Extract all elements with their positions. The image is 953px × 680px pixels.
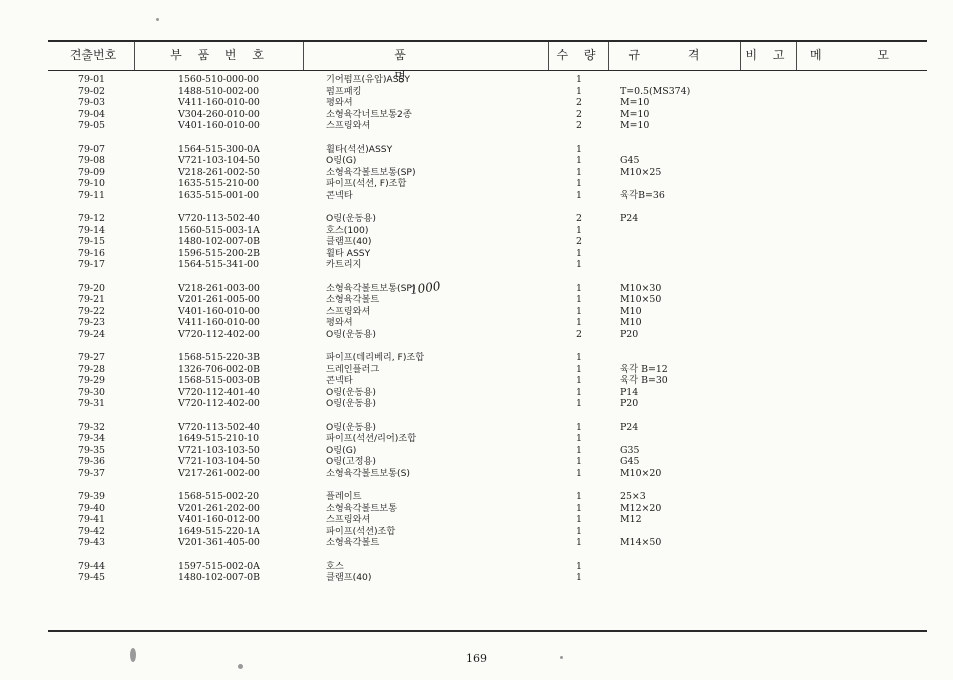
- table-row: [0, 317, 953, 329]
- cell-no: 79-35: [78, 444, 106, 456]
- cell-part: V721-103-104-50: [178, 456, 260, 467]
- cell-part: V720-112-402-00: [178, 328, 260, 340]
- table-row: [0, 375, 953, 387]
- cell-qty: 1: [576, 537, 582, 548]
- cell-name: 스프링와셔: [326, 305, 371, 317]
- cell-qty: 1: [576, 352, 582, 363]
- cell-no: 79-27: [78, 352, 106, 363]
- row-group: [0, 561, 953, 584]
- table-row: [0, 86, 953, 98]
- cell-spec: P14: [620, 386, 639, 398]
- header-divider: [134, 42, 135, 70]
- cell-part: 1649-515-210-10: [178, 433, 260, 444]
- header-col-name: 품 명: [394, 48, 466, 84]
- cell-spec: 육각 B=30: [620, 375, 668, 386]
- table-row: [0, 468, 953, 480]
- header-divider: [303, 42, 304, 70]
- cell-qty: 2: [576, 108, 582, 120]
- cell-name: 기어펌프(유압)ASSY: [326, 74, 410, 85]
- cell-no: 79-14: [78, 224, 106, 236]
- table-row: [0, 433, 953, 445]
- table-row: [0, 294, 953, 306]
- cell-no: 79-03: [78, 97, 106, 108]
- table-row: [0, 572, 953, 584]
- cell-no: 79-07: [78, 143, 106, 155]
- table-row: [0, 561, 953, 573]
- cell-no: 79-42: [78, 525, 106, 537]
- cell-qty: 1: [576, 525, 582, 537]
- cell-qty: 1: [576, 491, 582, 502]
- cell-part: V201-261-202-00: [178, 502, 260, 514]
- cell-qty: 1: [576, 398, 582, 409]
- table-row: [0, 364, 953, 376]
- cell-qty: 1: [576, 467, 582, 479]
- cell-part: V401-160-010-00: [178, 120, 260, 131]
- cell-name: O링(G): [326, 444, 357, 456]
- cell-part: 1560-510-000-00: [178, 74, 260, 85]
- cell-name: 클램프(40): [326, 572, 372, 583]
- table-row: [0, 329, 953, 341]
- cell-qty: 1: [576, 433, 582, 444]
- cell-no: 79-15: [78, 236, 106, 247]
- cell-spec: M12×20: [620, 502, 662, 514]
- table-row: [0, 97, 953, 109]
- table-row: [0, 213, 953, 225]
- cell-qty: 2: [576, 213, 582, 224]
- cell-name: 소형육각너트보통2종: [326, 108, 412, 120]
- cell-part: V411-160-010-00: [178, 97, 260, 108]
- table-row: [0, 526, 953, 538]
- cell-name: 소형육각볼트보통: [326, 502, 398, 514]
- cell-no: 79-23: [78, 317, 106, 328]
- cell-no: 79-40: [78, 502, 106, 514]
- row-group: [0, 491, 953, 549]
- cell-part: V201-261-005-00: [178, 294, 260, 305]
- cell-name: 평와셔: [326, 97, 353, 108]
- cell-name: 펌프패킹: [326, 85, 362, 97]
- cell-spec: P20: [620, 398, 639, 409]
- cell-spec: M10: [620, 305, 642, 317]
- cell-spec: P24: [620, 421, 639, 433]
- parts-table: [0, 74, 953, 596]
- cell-no: 79-45: [78, 572, 106, 583]
- cell-part: 1480-102-007-0B: [178, 236, 261, 247]
- cell-qty: 1: [576, 572, 582, 583]
- table-row: [0, 352, 953, 364]
- cell-part: 1568-515-003-0B: [178, 375, 261, 386]
- cell-no: 79-22: [78, 305, 106, 317]
- cell-name: 파이프(석션)조합: [326, 525, 396, 537]
- cell-name: 플레이트: [326, 491, 362, 502]
- header-divider: [740, 42, 741, 70]
- cell-name: 콘넥타: [326, 375, 353, 386]
- row-group: [0, 144, 953, 202]
- cell-part: V304-260-010-00: [178, 108, 260, 120]
- cell-qty: 1: [576, 421, 582, 433]
- cell-name: O링(운동용): [326, 386, 376, 398]
- cell-no: 79-10: [78, 178, 106, 189]
- cell-qty: 1: [576, 294, 582, 305]
- cell-name: 파이프(석션/리어)조합: [326, 433, 417, 444]
- table-row: [0, 387, 953, 399]
- table-row: [0, 167, 953, 179]
- cell-name: 콘넥타: [326, 189, 353, 201]
- cell-no: 79-32: [78, 421, 106, 433]
- table-row: [0, 422, 953, 434]
- cell-no: 79-11: [78, 189, 106, 201]
- cell-part: V201-361-405-00: [178, 537, 260, 548]
- row-group: [0, 283, 953, 341]
- cell-part: 1596-515-200-2B: [178, 247, 261, 259]
- header-col-memo: 메 모: [810, 48, 915, 62]
- cell-part: V218-261-002-50: [178, 166, 260, 178]
- cell-name: 휠타(석션)ASSY: [326, 143, 393, 155]
- cell-spec: 육각B=36: [620, 189, 665, 201]
- table-row: [0, 503, 953, 515]
- cell-spec: M=10: [620, 120, 650, 131]
- cell-name: 평와셔: [326, 317, 353, 328]
- table-row: [0, 144, 953, 156]
- cell-qty: 1: [576, 317, 582, 328]
- cell-spec: G35: [620, 444, 640, 456]
- cell-qty: 1: [576, 386, 582, 398]
- cell-no: 79-21: [78, 294, 106, 305]
- cell-qty: 1: [576, 456, 582, 467]
- cell-name: 소형육각볼트: [326, 294, 380, 305]
- cell-no: 79-34: [78, 433, 106, 444]
- cell-name: O링(G): [326, 155, 357, 166]
- table-row: [0, 74, 953, 86]
- cell-part: 1564-515-300-0A: [178, 143, 260, 155]
- cell-qty: 1: [576, 560, 582, 572]
- cell-qty: 1: [576, 375, 582, 386]
- cell-no: 79-17: [78, 259, 106, 270]
- cell-no: 79-04: [78, 108, 106, 120]
- cell-qty: 1: [576, 502, 582, 514]
- cell-part: V217-261-002-00: [178, 467, 260, 479]
- cell-part: V720-112-401-40: [178, 386, 260, 398]
- cell-part: 1480-102-007-0B: [178, 572, 261, 583]
- cell-part: 1326-706-002-0B: [178, 363, 261, 375]
- cell-qty: 2: [576, 120, 582, 131]
- cell-name: 파이프(석션, F)조합: [326, 178, 407, 189]
- table-bottom-rule: [48, 630, 927, 632]
- cell-name: 스프링와셔: [326, 514, 371, 525]
- cell-spec: M14×50: [620, 537, 662, 548]
- cell-spec: M10×25: [620, 166, 662, 178]
- table-row: [0, 445, 953, 457]
- cell-spec: M12: [620, 514, 642, 525]
- header-divider: [608, 42, 609, 70]
- cell-spec: G45: [620, 456, 640, 467]
- cell-no: 79-09: [78, 166, 106, 178]
- header-col-qty: 수 량: [556, 48, 602, 62]
- cell-part: 1649-515-220-1A: [178, 525, 260, 537]
- table-row: [0, 456, 953, 468]
- row-group: [0, 74, 953, 132]
- table-row: [0, 109, 953, 121]
- cell-no: 79-02: [78, 85, 106, 97]
- cell-spec: M10×50: [620, 294, 662, 305]
- header-col-no: 견출번호: [69, 48, 117, 62]
- cell-qty: 1: [576, 247, 582, 259]
- cell-part: V721-103-103-50: [178, 444, 260, 456]
- row-group: [0, 422, 953, 480]
- header-col-part: 부 품 번 호: [170, 48, 270, 62]
- scan-speck: [156, 18, 159, 21]
- cell-part: V720-112-402-00: [178, 398, 260, 409]
- cell-spec: 육각 B=12: [620, 363, 668, 375]
- header-divider: [796, 42, 797, 70]
- cell-name: 소형육각볼트보통(SP): [326, 166, 416, 178]
- cell-spec: M10×20: [620, 467, 662, 479]
- header-col-note: 비 고: [745, 48, 791, 62]
- cell-spec: M10: [620, 317, 642, 328]
- cell-qty: 1: [576, 74, 582, 85]
- cell-part: 1635-515-001-00: [178, 189, 260, 201]
- cell-name: O링(운동용): [326, 213, 376, 224]
- table-row: [0, 306, 953, 318]
- cell-qty: 1: [576, 282, 582, 294]
- cell-name: O링(운동용): [326, 398, 376, 409]
- cell-qty: 1: [576, 224, 582, 236]
- cell-name: 카트리지: [326, 259, 362, 270]
- cell-qty: 1: [576, 363, 582, 375]
- cell-part: V720-113-502-40: [178, 213, 260, 224]
- cell-qty: 1: [576, 85, 582, 97]
- cell-no: 79-30: [78, 386, 106, 398]
- cell-spec: M=10: [620, 108, 650, 120]
- cell-no: 79-29: [78, 375, 106, 386]
- cell-spec: G45: [620, 155, 640, 166]
- cell-name: 소형육각볼트보통(SP): [326, 282, 416, 294]
- table-row: [0, 491, 953, 503]
- cell-qty: 1: [576, 259, 582, 270]
- cell-part: 1488-510-002-00: [178, 85, 260, 97]
- cell-qty: 1: [576, 166, 582, 178]
- cell-no: 79-28: [78, 363, 106, 375]
- row-group: [0, 213, 953, 271]
- cell-spec: T=0.5(MS374): [620, 85, 691, 97]
- cell-name: 드레인플러그: [326, 363, 380, 375]
- cell-qty: 1: [576, 189, 582, 201]
- cell-no: 79-43: [78, 537, 106, 548]
- table-row: [0, 236, 953, 248]
- cell-name: 휠타 ASSY: [326, 247, 371, 259]
- cell-name: O링(운동용): [326, 421, 376, 433]
- cell-name: O링(고정용): [326, 456, 376, 467]
- handwritten-note: 1000: [409, 278, 442, 298]
- cell-part: 1597-515-002-0A: [178, 560, 260, 572]
- cell-part: V218-261-003-00: [178, 282, 260, 294]
- cell-part: V411-160-010-00: [178, 317, 260, 328]
- cell-part: 1635-515-210-00: [178, 178, 260, 189]
- cell-part: 1560-515-003-1A: [178, 224, 260, 236]
- cell-part: V401-160-010-00: [178, 305, 260, 317]
- table-row: [0, 225, 953, 237]
- cell-no: 79-20: [78, 282, 106, 294]
- cell-name: 스프링와셔: [326, 120, 371, 131]
- page-number: 169: [466, 652, 487, 665]
- cell-part: V401-160-012-00: [178, 514, 260, 525]
- table-row: [0, 190, 953, 202]
- cell-part: 1564-515-341-00: [178, 259, 260, 270]
- cell-no: 79-39: [78, 491, 106, 502]
- cell-part: 1568-515-002-20: [178, 491, 260, 502]
- cell-name: 소형육각볼트보통(S): [326, 467, 411, 479]
- cell-qty: 1: [576, 305, 582, 317]
- cell-spec: 25×3: [620, 491, 646, 502]
- cell-spec: P20: [620, 328, 639, 340]
- cell-spec: M10×30: [620, 282, 662, 294]
- cell-part: 1568-515-220-3B: [178, 352, 261, 363]
- cell-no: 79-44: [78, 560, 106, 572]
- cell-no: 79-16: [78, 247, 106, 259]
- cell-no: 79-12: [78, 213, 106, 224]
- cell-qty: 2: [576, 328, 582, 340]
- cell-no: 79-41: [78, 514, 106, 525]
- cell-spec: P24: [620, 213, 639, 224]
- cell-qty: 2: [576, 97, 582, 108]
- cell-no: 79-37: [78, 467, 106, 479]
- table-row: [0, 155, 953, 167]
- row-group: [0, 352, 953, 410]
- header-col-spec: 규 격: [628, 48, 722, 62]
- cell-qty: 1: [576, 155, 582, 166]
- table-row: [0, 514, 953, 526]
- cell-qty: 1: [576, 143, 582, 155]
- cell-qty: 1: [576, 178, 582, 189]
- cell-no: 79-05: [78, 120, 106, 131]
- cell-part: V721-103-104-50: [178, 155, 260, 166]
- cell-spec: M=10: [620, 97, 650, 108]
- table-row: [0, 283, 953, 295]
- table-row: [0, 259, 953, 271]
- header-divider: [548, 42, 549, 70]
- cell-name: 파이프(데리베리, F)조합: [326, 352, 425, 363]
- table-row: [0, 178, 953, 190]
- cell-name: 클램프(40): [326, 236, 372, 247]
- cell-qty: 1: [576, 444, 582, 456]
- cell-qty: 2: [576, 236, 582, 247]
- cell-qty: 1: [576, 514, 582, 525]
- table-row: [0, 120, 953, 132]
- header-bottom-rule: [48, 70, 927, 71]
- cell-no: 79-24: [78, 328, 106, 340]
- cell-part: V720-113-502-40: [178, 421, 260, 433]
- cell-name: 호스(100): [326, 224, 369, 236]
- table-row: [0, 398, 953, 410]
- table-row: [0, 537, 953, 549]
- cell-name: 소형육각볼트: [326, 537, 380, 548]
- cell-name: 호스: [326, 560, 344, 572]
- cell-no: 79-36: [78, 456, 106, 467]
- table-row: [0, 248, 953, 260]
- cell-no: 79-01: [78, 74, 106, 85]
- cell-no: 79-08: [78, 155, 106, 166]
- cell-no: 79-31: [78, 398, 106, 409]
- cell-name: O링(운동용): [326, 328, 376, 340]
